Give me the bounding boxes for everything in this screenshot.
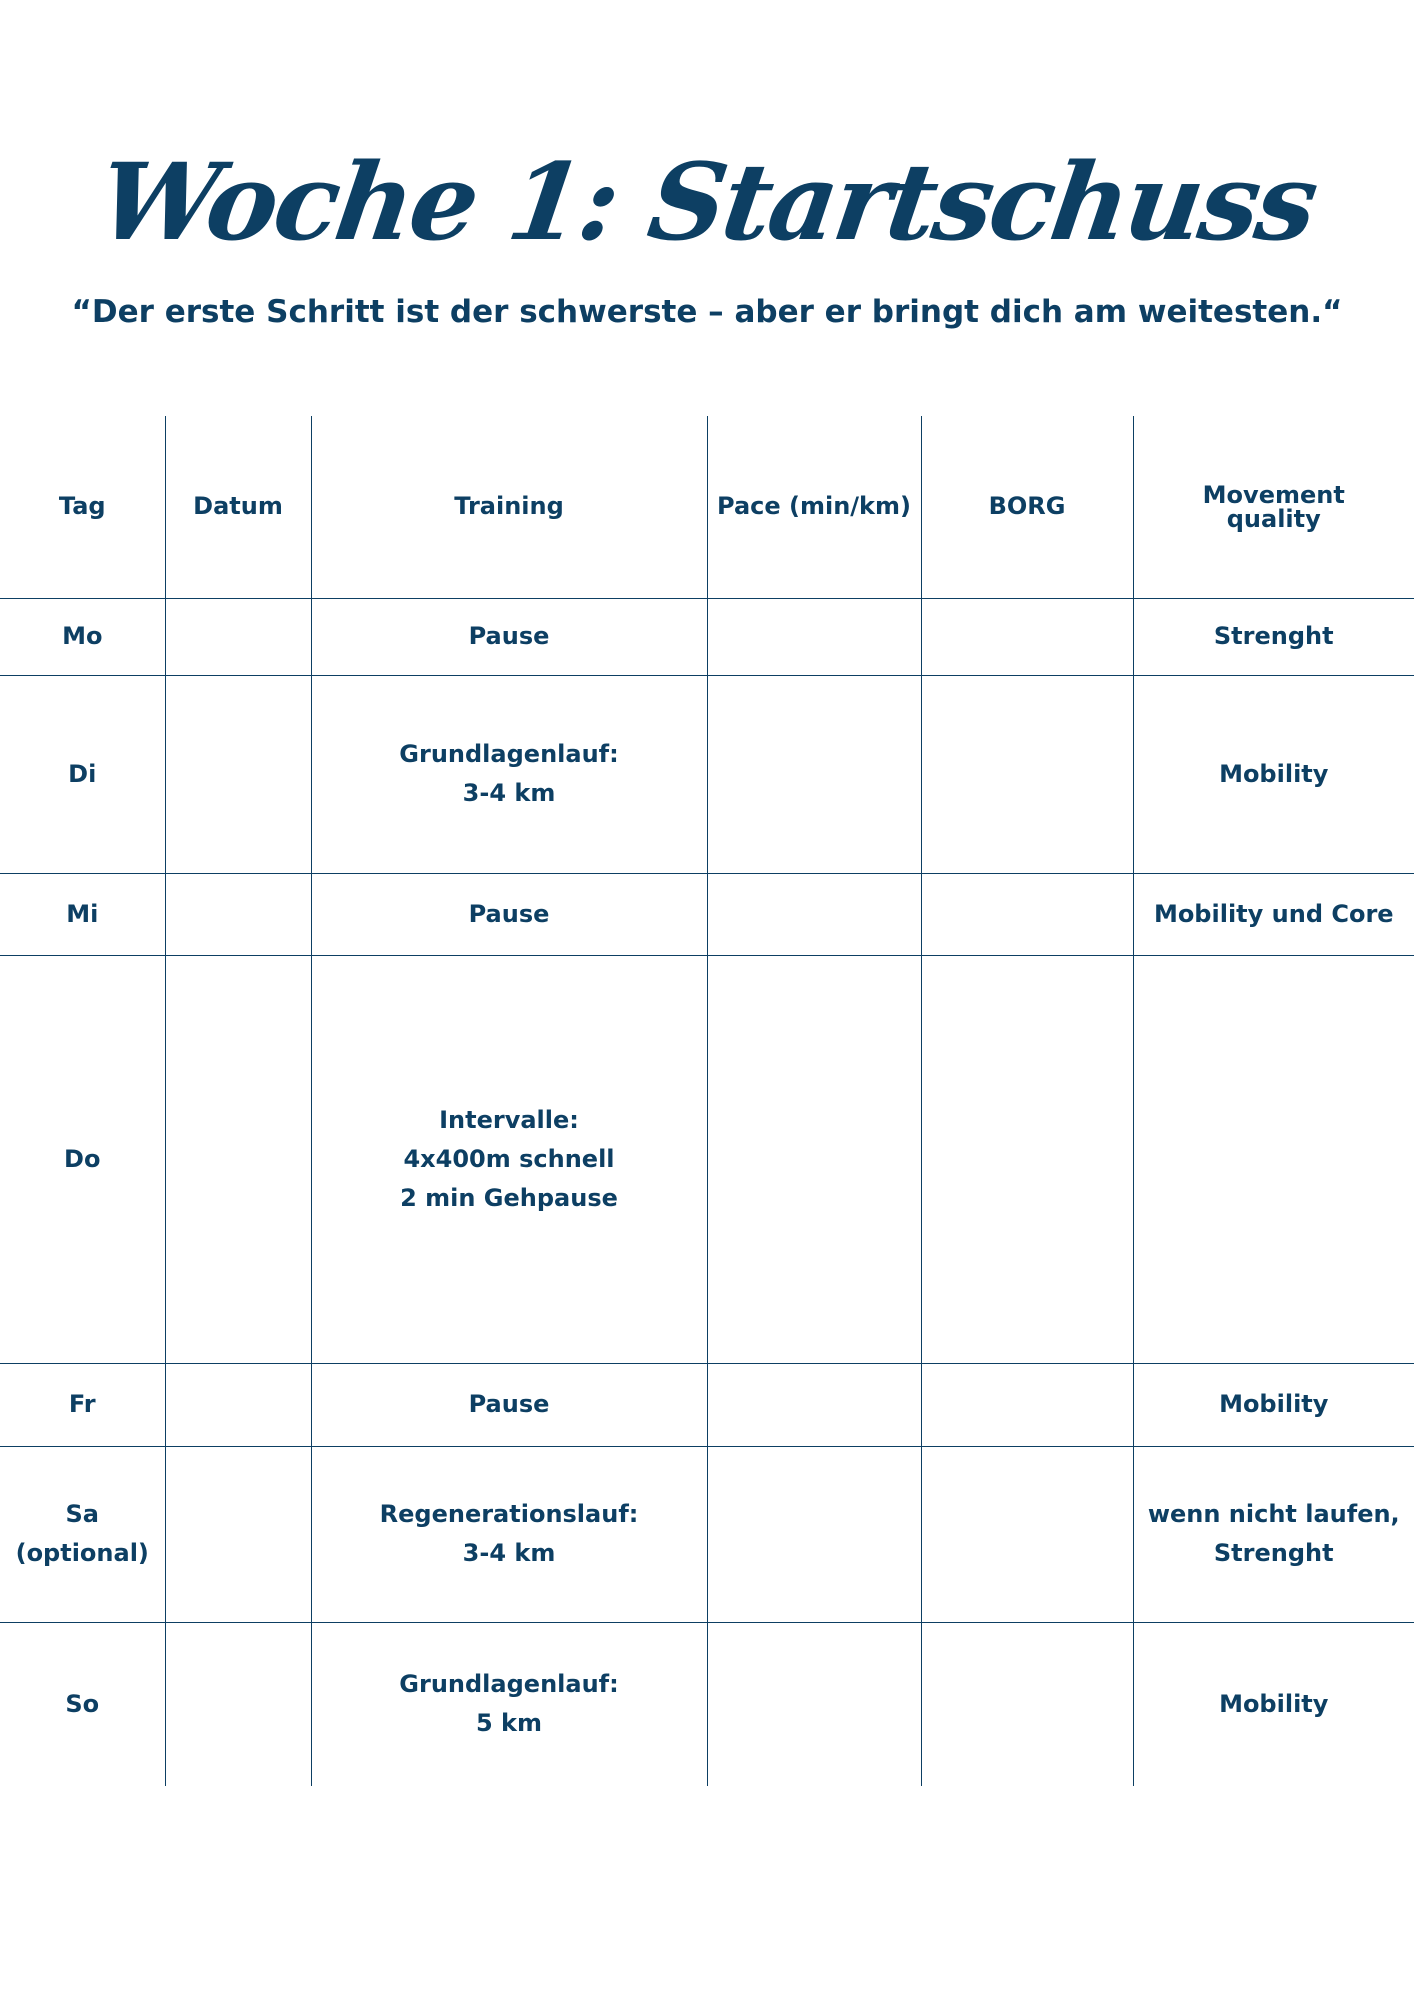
cell-pace[interactable] <box>707 1446 921 1622</box>
cell-pace[interactable] <box>707 675 921 873</box>
cell-borg[interactable] <box>921 955 1133 1363</box>
cell-tag <box>0 873 165 955</box>
cell-movement <box>1133 873 1414 955</box>
header-borg: BORG <box>921 416 1133 598</box>
cell-text: Do <box>64 1144 101 1173</box>
cell-text: Mobility <box>1219 759 1329 788</box>
cell-text: Regenerationslauf: <box>379 1500 639 1528</box>
table-row <box>0 675 1414 873</box>
cell-text: (optional) <box>15 1539 149 1567</box>
cell-borg[interactable] <box>921 873 1133 955</box>
cell-pace[interactable] <box>707 1622 921 1786</box>
cell-text: Grundlagenlauf: <box>399 740 619 768</box>
cell-movement <box>1133 598 1414 675</box>
cell-text: Strenght <box>1213 622 1334 650</box>
cell-text: wenn nicht laufen, <box>1147 1500 1400 1528</box>
table-row <box>0 955 1414 1363</box>
table-header-row <box>0 416 1414 598</box>
cell-datum[interactable] <box>165 1446 311 1622</box>
cell-datum[interactable] <box>165 955 311 1363</box>
cell-text: Pause <box>468 1390 550 1418</box>
cell-training <box>311 1446 707 1622</box>
cell-pace[interactable] <box>707 955 921 1363</box>
cell-text: Mobility <box>1219 1689 1329 1718</box>
cell-text: Pause <box>468 622 550 650</box>
cell-borg[interactable] <box>921 1446 1133 1622</box>
cell-training <box>311 598 707 675</box>
cell-tag <box>0 1363 165 1446</box>
cell-training <box>311 955 707 1363</box>
header-movement-line2: quality <box>1226 504 1321 533</box>
cell-text: Grundlagenlauf: <box>399 1670 619 1699</box>
cell-tag <box>0 598 165 675</box>
cell-datum[interactable] <box>165 1363 311 1446</box>
cell-tag <box>0 1622 165 1786</box>
table-row <box>0 1363 1414 1446</box>
cell-text: 4x400m schnell <box>403 1144 615 1173</box>
header-tag: Tag <box>0 416 165 598</box>
table-row <box>0 1446 1414 1622</box>
cell-training <box>311 873 707 955</box>
cell-training <box>311 1363 707 1446</box>
cell-text: Fr <box>68 1390 96 1418</box>
cell-text: So <box>65 1689 100 1718</box>
cell-movement <box>1133 1446 1414 1622</box>
training-plan-table <box>0 416 1414 1786</box>
header-movement-quality <box>1133 416 1414 598</box>
cell-tag <box>0 1446 165 1622</box>
cell-text: Intervalle: <box>439 1105 579 1134</box>
cell-text: Mo <box>62 622 103 650</box>
cell-text: Pause <box>468 899 550 928</box>
cell-borg[interactable] <box>921 1363 1133 1446</box>
header-training: Training <box>311 416 707 598</box>
cell-tag <box>0 955 165 1363</box>
page-title: Woche 1: Startschuss <box>91 139 1323 264</box>
table-body <box>0 598 1414 1786</box>
cell-text: 5 km <box>475 1709 543 1738</box>
cell-tag <box>0 675 165 873</box>
cell-pace[interactable] <box>707 598 921 675</box>
cell-text: 3-4 km <box>462 779 556 807</box>
cell-movement <box>1133 955 1414 1363</box>
header-datum: Datum <box>165 416 311 598</box>
cell-text: Di <box>68 759 97 788</box>
cell-datum[interactable] <box>165 598 311 675</box>
table-row <box>0 873 1414 955</box>
cell-text: Sa <box>65 1500 99 1528</box>
cell-datum[interactable] <box>165 1622 311 1786</box>
table-row <box>0 598 1414 675</box>
cell-training <box>311 1622 707 1786</box>
cell-text: Strenght <box>1213 1539 1334 1567</box>
cell-text: Mobility und Core <box>1153 899 1394 928</box>
cell-text: 2 min Gehpause <box>400 1183 618 1212</box>
cell-movement <box>1133 1622 1414 1786</box>
cell-text: Mobility <box>1219 1390 1329 1418</box>
cell-borg[interactable] <box>921 1622 1133 1786</box>
header-movement-line1: Movement <box>1202 480 1345 509</box>
cell-text: 3-4 km <box>462 1539 556 1567</box>
cell-pace[interactable] <box>707 1363 921 1446</box>
cell-text: Mi <box>66 899 99 928</box>
cell-borg[interactable] <box>921 675 1133 873</box>
table-row <box>0 1622 1414 1786</box>
page-quote: “Der erste Schritt ist der schwerste – aber er bringt dich am weitesten.“ <box>71 294 1343 330</box>
cell-movement <box>1133 1363 1414 1446</box>
header-pace: Pace (min/km) <box>707 416 921 598</box>
cell-training <box>311 675 707 873</box>
cell-pace[interactable] <box>707 873 921 955</box>
cell-datum[interactable] <box>165 675 311 873</box>
cell-datum[interactable] <box>165 873 311 955</box>
cell-movement <box>1133 675 1414 873</box>
cell-borg[interactable] <box>921 598 1133 675</box>
